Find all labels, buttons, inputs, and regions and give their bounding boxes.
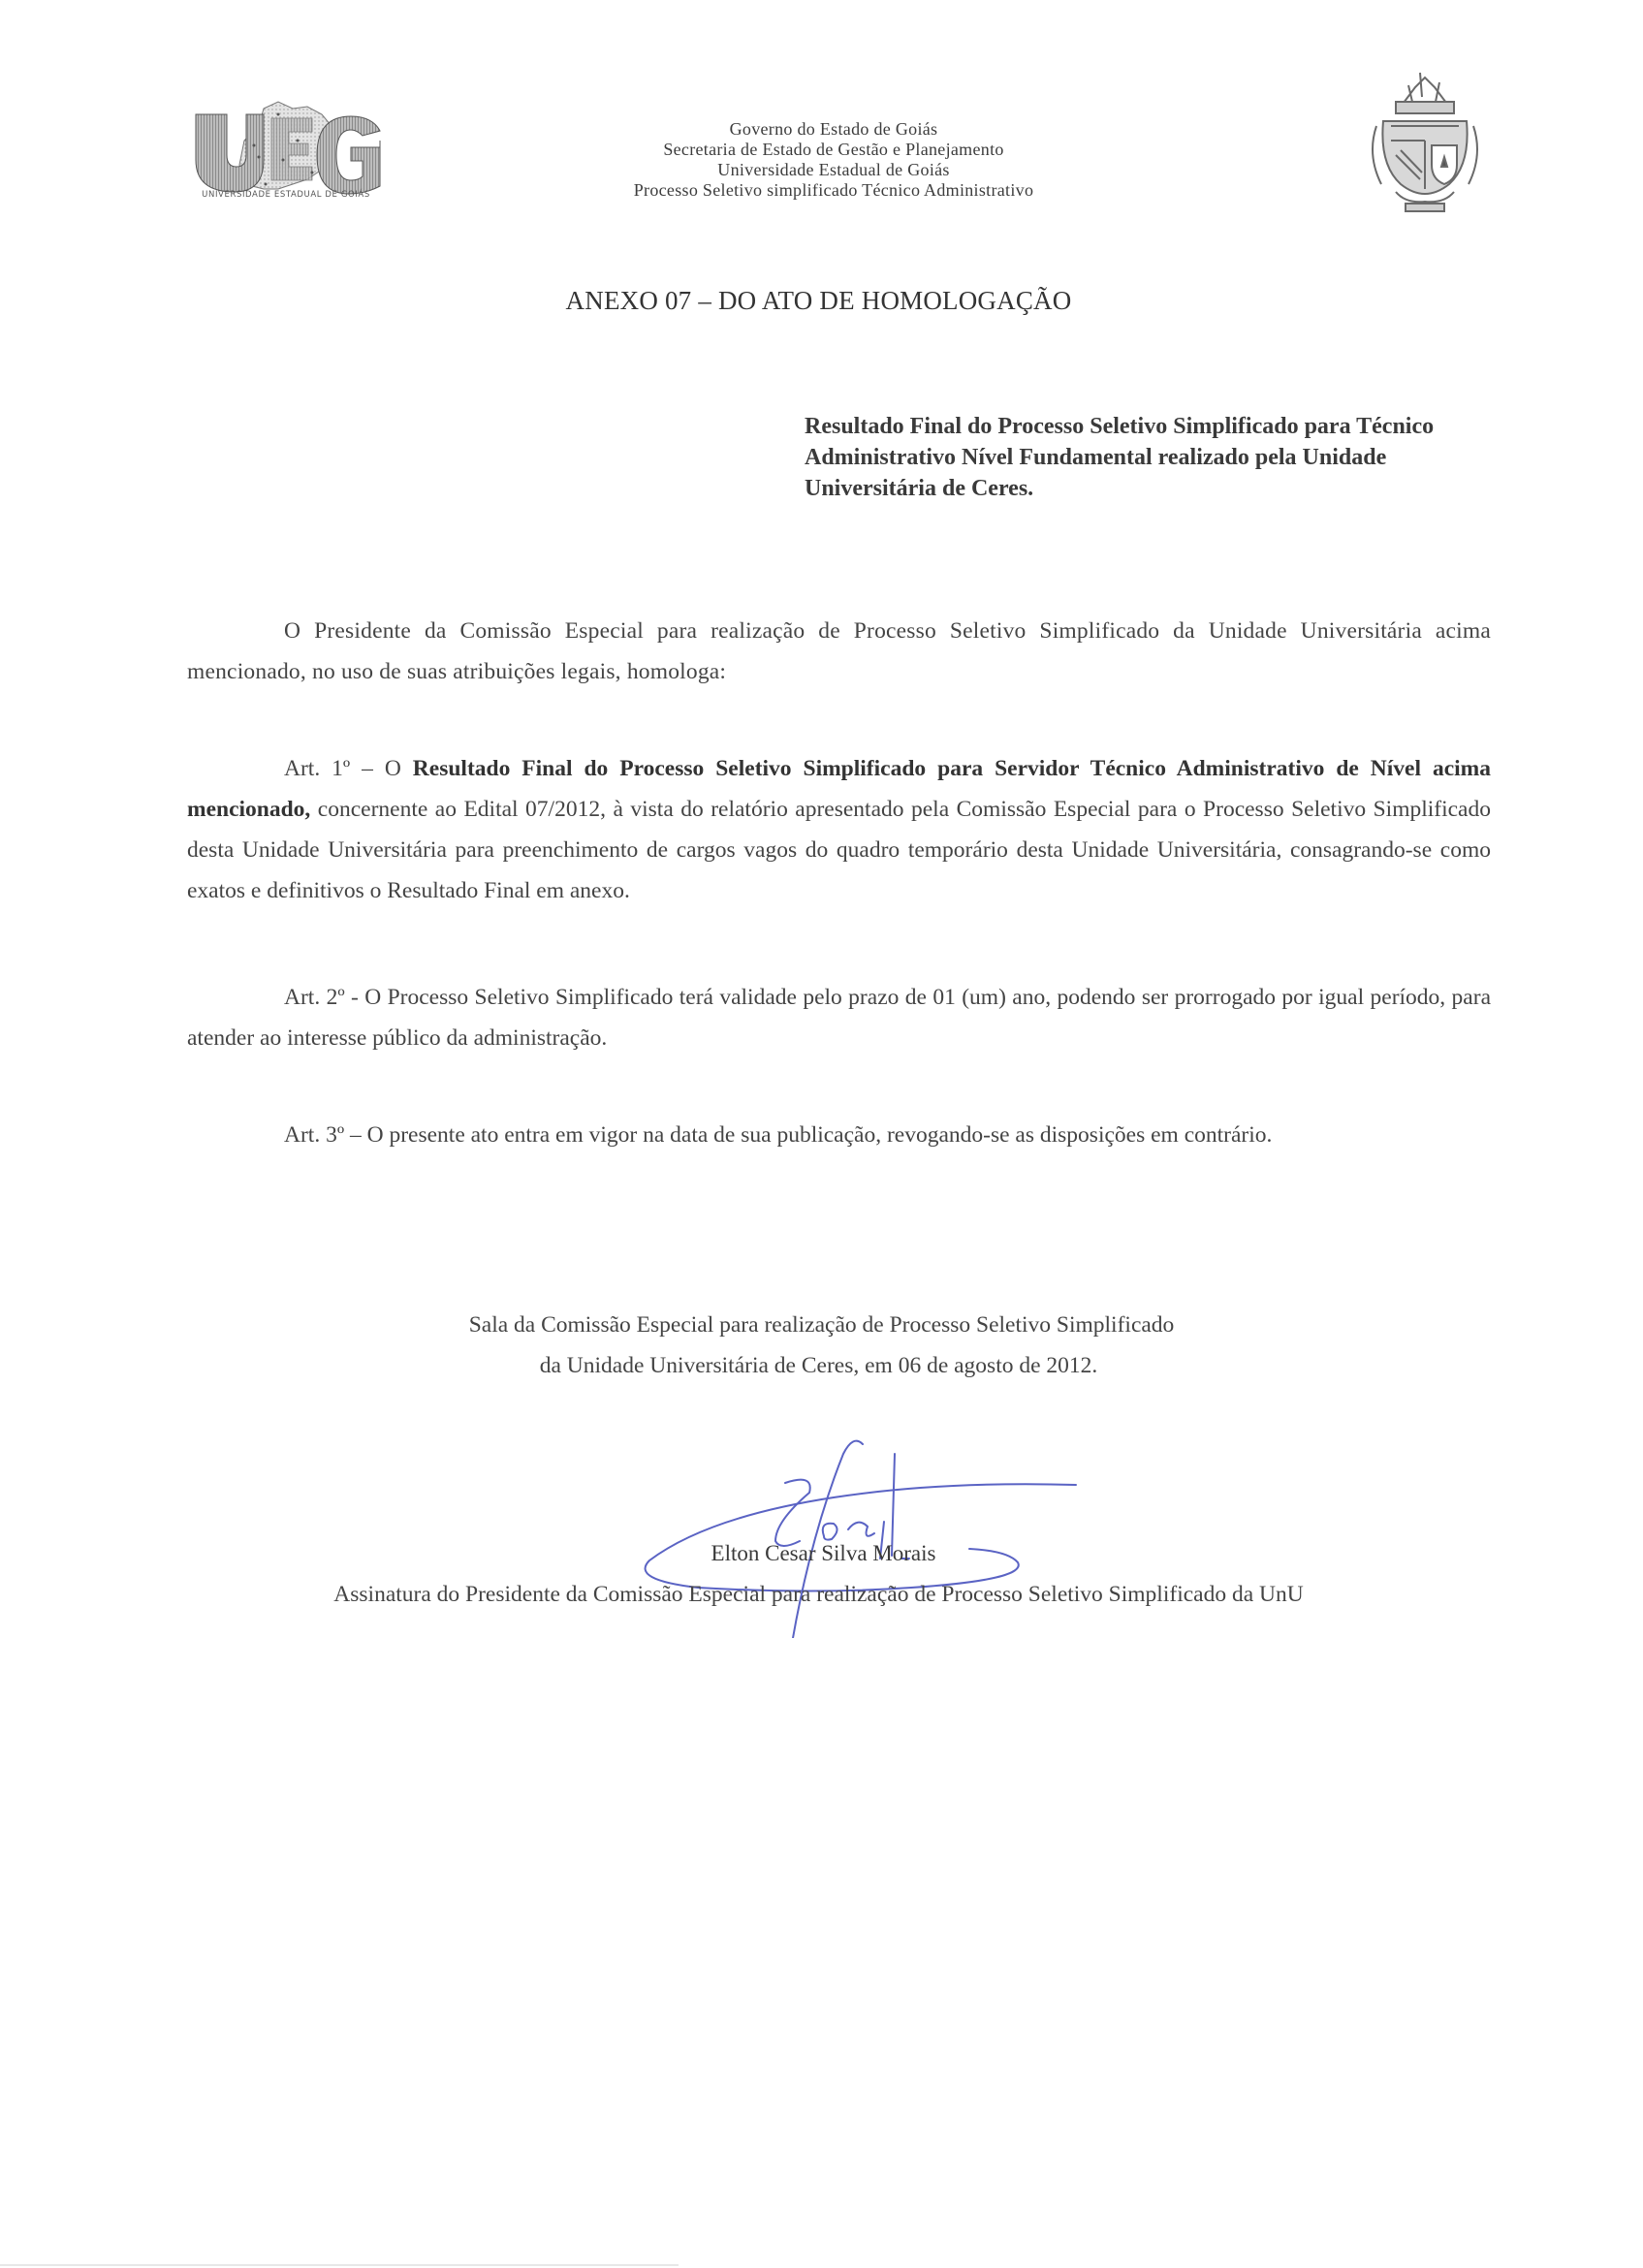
header-line-government: Governo do Estado de Goiás [729,119,938,139]
closing-line-1: Sala da Comissão Especial para realização de Processo Seletivo Simplificado [468,1312,1175,1338]
article-1-bold-text: Resultado Final do Processo Seletivo Simplificado para Servidor Técnico Administrativo de Nível acima mencionado, [187,756,1491,822]
header-line-process: Processo Seletivo simplificado Técnico Administrativo [633,180,1034,200]
ueg-logo-icon [186,97,390,204]
signer-role [0,1582,1643,1608]
header-line-university: Universidade Estadual de Goiás [717,160,950,179]
article-2-text: Art. 2º - O Processo Seletivo Simplificado terá validade pelo prazo de 01 (um) ano, podendo ser prorrogado por igual período, para atender ao interesse público da administração. [187,985,1491,1051]
logo-caption: UNIVERSIDADE ESTADUAL DE GOIÁS [202,190,370,200]
intro-paragraph [187,611,1491,692]
article-3-text: Art. 3º – O presente ato entra em vigor na data de sua publicação, revogando-se as disposições em contrário. [284,1122,1273,1148]
closing-place-date [0,1305,1643,1386]
scan-edge-divider [0,2264,679,2266]
document-summary: Resultado Final do Processo Seletivo Simplificado para Técnico Administrativo Nível Fundamental realizado pela Unidade Universitária de Ceres. [805,414,1435,501]
article-1 [187,748,1491,911]
signer-name [0,1541,1643,1566]
state-coat-of-arms-icon [1362,68,1488,223]
article-3 [187,1115,1491,1155]
article-1-prefix: Art. 1º – O [284,756,413,781]
intro-text: O Presidente da Comissão Especial para realização de Processo Seletivo Simplificado da Unidade Universitária acima mencionado, no uso de suas atribuições legais, homologa: [187,618,1491,684]
closing-line-2: da Unidade Universitária de Ceres, em 06 de agosto de 2012. [539,1353,1098,1378]
document-title [0,286,1643,316]
header-line-secretariat: Secretaria de Estado de Gestão e Planejamento [663,140,1004,159]
signer-name-text: Elton Cesar Silva Morais [711,1541,936,1565]
letterhead [543,119,1124,201]
article-2 [187,977,1491,1058]
signer-role-text: Assinatura do Presidente da Comissão Especial para realização de Processo Seletivo Simplificado da UnU [333,1582,1304,1607]
document-title-text: ANEXO 07 – DO ATO DE HOMOLOGAÇÃO [565,286,1072,315]
article-1-text: concernente ao Edital 07/2012, à vista do relatório apresentado pela Comissão Especial para o Processo Seletivo Simplificado desta Unidade Universitária para preenchimento de cargos vagos do quadro temporário desta Unidade Universitária, consagrando-se como exatos e definitivos o Resultado Final em anexo. [187,797,1491,903]
